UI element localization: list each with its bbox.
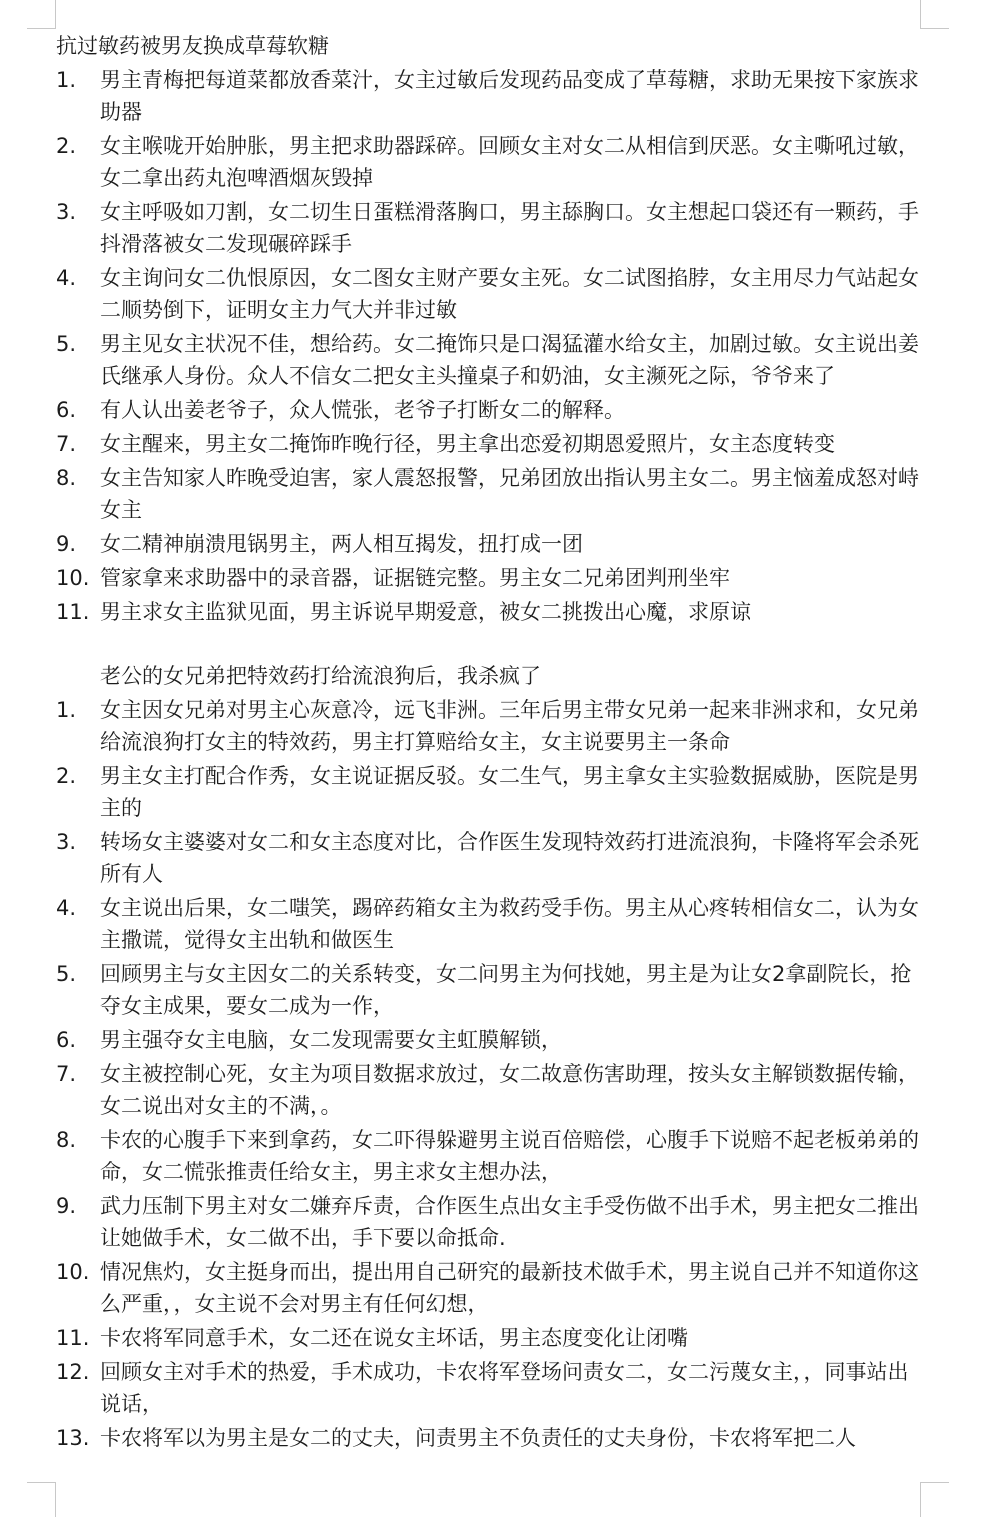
section-1-list (56, 64, 926, 628)
list-item (56, 1124, 926, 1188)
list-item-text: 回顾女主对手术的热爱，手术成功，卡农将军登场问责女二，女二污蔑女主，，同事站出说话， (100, 1360, 909, 1416)
list-item-text: 管家拿来求助器中的录音器，证据链完整。男主女二兄弟团判刑坐牢 (100, 566, 730, 590)
list-item-number: 8. (56, 466, 77, 490)
list-item-text: 女主喉咙开始肿胀，男主把求助器踩碎。回顾女主对女二从相信到厌恶。女主嘶吼过敏，女二拿出药丸泡啤酒烟灰毁掉 (100, 134, 919, 190)
list-item-number: 3. (56, 830, 77, 854)
crop-mark-bottom-left (27, 1482, 56, 1517)
list-item (56, 394, 926, 426)
list-item (56, 528, 926, 560)
list-item-text: 女主因女兄弟对男主心灰意冷，远飞非洲。三年后男主带女兄弟一起来非洲求和，女兄弟给流浪狗打女主的特效药，男主打算赔给女主，女主说要男主一条命 (100, 698, 919, 754)
list-item-number: 11. (56, 1326, 90, 1350)
list-item (56, 196, 926, 260)
section-2-list (56, 694, 926, 1454)
list-item-number: 5. (56, 962, 77, 986)
list-item (56, 694, 926, 758)
list-item-number: 7. (56, 1062, 77, 1086)
section-title-1: 抗过敏药被男友换成草莓软糖 (56, 34, 329, 58)
list-item-number: 10. (56, 1260, 90, 1284)
list-item-number: 9. (56, 1194, 77, 1218)
list-item-text: 男主女主打配合作秀，女主说证据反驳。女二生气，男主拿女主实验数据威胁，医院是男主的 (100, 764, 919, 820)
list-item-number: 6. (56, 1028, 77, 1052)
list-item (56, 1024, 926, 1056)
list-item-text: 女主呼吸如刀割，女二切生日蛋糕滑落胸口，男主舔胸口。女主想起口袋还有一颗药，手抖滑落被女二发现碾碎踩手 (100, 200, 919, 256)
crop-mark-top-right (920, 0, 949, 29)
list-item (56, 1322, 926, 1354)
list-item (56, 760, 926, 824)
list-item-text: 卡农将军同意手术，女二还在说女主坏话，男主态度变化让闭嘴 (100, 1326, 688, 1350)
list-item-number: 3. (56, 200, 77, 224)
section-spacer (56, 630, 926, 660)
list-item-text: 女主告知家人昨晚受迫害，家人震怒报警，兄弟团放出指认男主女二。男主恼羞成怒对峙女主 (100, 466, 919, 522)
list-item-text: 男主青梅把每道菜都放香菜汁，女主过敏后发现药品变成了草莓糖，求助无果按下家族求助器 (100, 68, 919, 124)
list-item (56, 596, 926, 628)
list-item (56, 892, 926, 956)
list-item (56, 1190, 926, 1254)
section-title-2: 老公的女兄弟把特效药打给流浪狗后，我杀疯了 (100, 664, 541, 688)
list-item-number: 7. (56, 432, 77, 456)
list-item-number: 5. (56, 332, 77, 356)
list-item (56, 428, 926, 460)
document-body (56, 30, 926, 1456)
list-item (56, 262, 926, 326)
list-item-text: 情况焦灼，女主挺身而出，提出用自己研究的最新技术做手术，男主说自己并不知道你这么严重，，女主说不会对男主有任何幻想， (100, 1260, 919, 1316)
list-item-text: 男主见女主状况不佳，想给药。女二掩饰只是口渴猛灌水给女主，加剧过敏。女主说出姜氏继承人身份。众人不信女二把女主头撞桌子和奶油，女主濒死之际，爷爷来了 (100, 332, 919, 388)
list-item (56, 462, 926, 526)
list-item-text: 武力压制下男主对女二嫌弃斥责，合作医生点出女主手受伤做不出手术，男主把女二推出让她做手术，女二做不出，手下要以命抵命. (100, 1194, 919, 1250)
crop-mark-top-left (27, 0, 56, 29)
list-item-number: 4. (56, 266, 77, 290)
list-item-number: 4. (56, 896, 77, 920)
list-item (56, 1256, 926, 1320)
list-item (56, 1356, 926, 1420)
list-item-number: 11. (56, 600, 90, 624)
list-item-text: 女主说出后果，女二嗤笑，踢碎药箱女主为救药受手伤。男主从心疼转相信女二，认为女主撒谎，觉得女主出轨和做医生 (100, 896, 919, 952)
list-item-text: 男主求女主监狱见面，男主诉说早期爱意，被女二挑拨出心魔，求原谅 (100, 600, 751, 624)
list-item-text: 卡农的心腹手下来到拿药，女二吓得躲避男主说百倍赔偿，心腹手下说赔不起老板弟弟的命，女二慌张推责任给女主，男主求女主想办法， (100, 1128, 919, 1184)
list-item-text: 女二精神崩溃甩锅男主，两人相互揭发，扭打成一团 (100, 532, 583, 556)
list-item-number: 6. (56, 398, 77, 422)
list-item-number: 9. (56, 532, 77, 556)
list-item (56, 130, 926, 194)
list-item-text: 女主被控制心死，女主为项目数据求放过，女二故意伤害助理，按头女主解锁数据传输，女二说出对女主的不满，。 (100, 1062, 919, 1118)
list-item-text: 女主醒来，男主女二掩饰昨晚行径，男主拿出恋爱初期恩爱照片，女主态度转变 (100, 432, 835, 456)
list-item (56, 562, 926, 594)
list-item-text: 卡农将军以为男主是女二的丈夫，问责男主不负责任的丈夫身份，卡农将军把二人 (100, 1426, 856, 1450)
list-item-text: 转场女主婆婆对女二和女主态度对比，合作医生发现特效药打进流浪狗，卡隆将军会杀死所有人 (100, 830, 919, 886)
list-item-number: 10. (56, 566, 90, 590)
crop-mark-bottom-right (920, 1482, 949, 1517)
list-item-number: 1. (56, 68, 77, 92)
list-item-number: 2. (56, 764, 77, 788)
list-item (56, 1058, 926, 1122)
list-item-number: 1. (56, 698, 77, 722)
list-item (56, 958, 926, 1022)
list-item (56, 328, 926, 392)
list-item-text: 男主强夺女主电脑，女二发现需要女主虹膜解锁， (100, 1028, 562, 1052)
list-item (56, 1422, 926, 1454)
list-item (56, 826, 926, 890)
list-item-number: 12. (56, 1360, 90, 1384)
list-item-number: 13. (56, 1426, 90, 1450)
list-item (56, 64, 926, 128)
list-item-number: 2. (56, 134, 77, 158)
list-item-text: 女主询问女二仇恨原因，女二图女主财产要女主死。女二试图掐脖，女主用尽力气站起女二顺势倒下，证明女主力气大并非过敏 (100, 266, 919, 322)
list-item-text: 回顾男主与女主因女二的关系转变，女二问男主为何找她，男主是为让女2拿副院长，抢夺女主成果，要女二成为一作， (100, 962, 912, 1018)
list-item-number: 8. (56, 1128, 77, 1152)
list-item-text: 有人认出姜老爷子，众人慌张，老爷子打断女二的解释。 (100, 398, 625, 422)
